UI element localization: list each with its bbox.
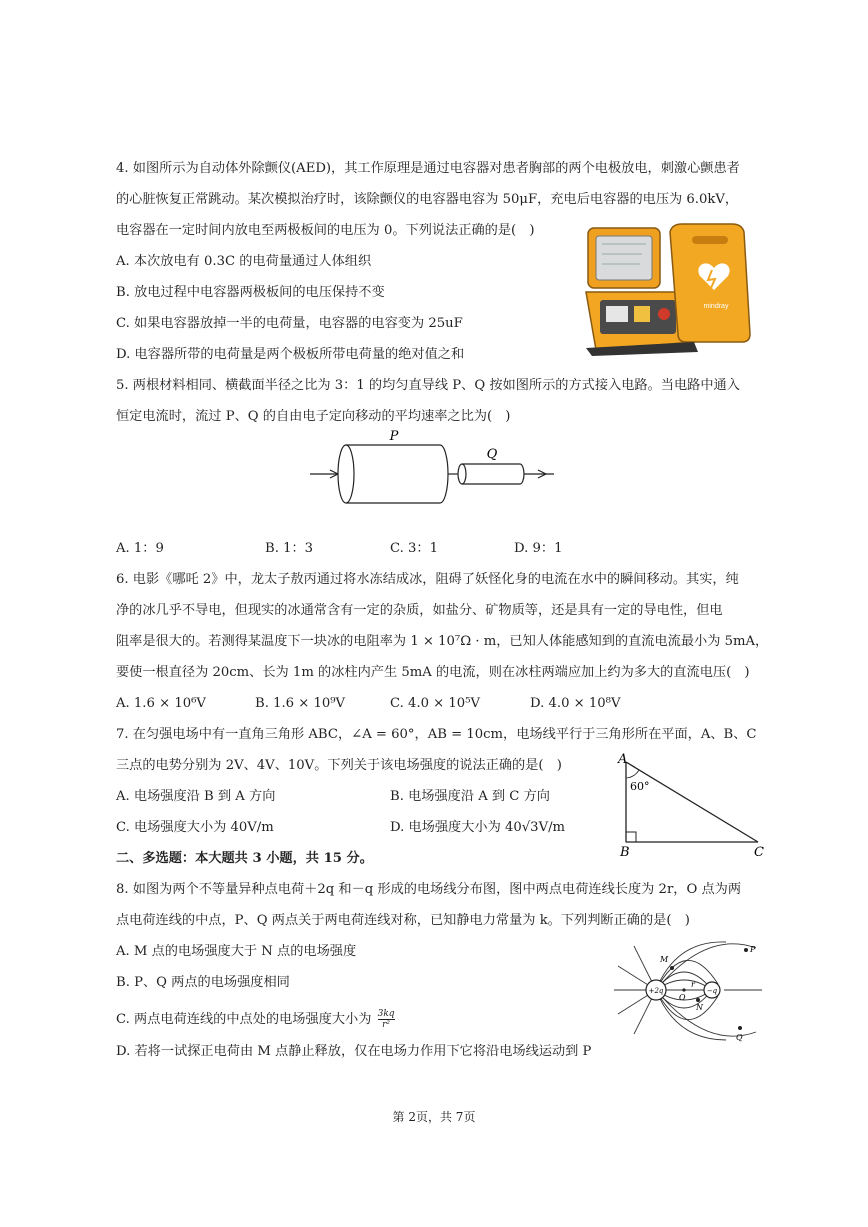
q8-line2: 点电荷连线的中点，P、Q 两点关于两电荷连线对称，已知静电力常量为 k。下列判断正确的是( ) — [116, 913, 690, 928]
q6-line2: 净的冰几乎不导电，但现实的冰通常含有一定的杂质，如盐分、矿物质等，还是具有一定的导电性，但电 — [116, 603, 723, 618]
section-heading: 二、多选题：本大题共 3 小题，共 15 分。 — [116, 851, 373, 866]
q8-option-c — [116, 1009, 395, 1030]
charge-pos-label: +2q — [648, 987, 664, 995]
fraction-denominator: r² — [382, 1020, 391, 1030]
conductors-figure — [310, 428, 560, 518]
q6-line3: 阻率是很大的。若测得某温度下一块冰的电阻率为 1 × 10⁷Ω · m，已知人体能感知到的直流电流最小为 5mA， — [116, 634, 769, 649]
q7-option-d: D. 电场强度大小为 40√3V/m — [390, 820, 566, 835]
triangle-figure — [610, 752, 770, 860]
label-q: Q — [486, 447, 498, 462]
point-n-label: N — [696, 1003, 703, 1012]
q5-option-a: A. 1：9 — [116, 541, 164, 556]
q5-line1: 5. 两根材料相同、横截面半径之比为 3：1 的均匀直导线 P、Q 按如图所示的方式接入电路。当电路中通入 — [116, 378, 740, 393]
q6-line4: 要使一根直径为 20cm、长为 1m 的冰柱内产生 5mA 的电流，则在冰柱两端应加上约为多大的直流电压( ) — [116, 665, 750, 680]
vertex-c-label: C — [754, 845, 764, 860]
vertex-a-label: A — [618, 752, 628, 767]
q6-option-d: D. 4.0 × 10⁸V — [530, 696, 621, 711]
q8-option-a: A. M 点的电场强度大于 N 点的电场强度 — [116, 944, 357, 959]
q8-option-b: B. P、Q 两点的电场强度相同 — [116, 975, 290, 990]
q4-option-c: C. 如果电容器放掉一半的电荷量，电容器的电容变为 25uF — [116, 316, 463, 331]
q5-line2: 恒定电流时，流过 P、Q 的自由电子定向移动的平均速率之比为( ) — [116, 409, 511, 424]
q4-option-d: D. 电容器所带的电荷量是两个极板所带电荷量的绝对值之和 — [116, 347, 465, 362]
point-p-label: P — [750, 945, 756, 954]
q4-line1: 4. 如图所示为自动体外除颤仪(AED)，其工作原理是通过电容器对患者胸部的两个电极放电，刺激心颤患者 — [116, 161, 740, 176]
fraction — [378, 1009, 395, 1030]
q5-option-b: B. 1：3 — [265, 541, 314, 556]
point-o-label: O — [679, 993, 686, 1002]
q6-line1: 6. 电影《哪吒 2》中，龙太子敖丙通过将水冻结成冰，阻碍了妖怪化身的电流在水中的瞬间移动。其实，纯 — [116, 572, 739, 587]
q7-option-c: C. 电场强度大小为 40V/m — [116, 820, 274, 835]
q7-line2: 三点的电势分别为 2V、4V、10V。下列关于该电场强度的说法正确的是( ) — [116, 758, 562, 773]
distance-r-label: r — [691, 980, 695, 989]
point-q-label: Q — [736, 1033, 743, 1042]
q7-line1: 7. 在匀强电场中有一直角三角形 ABC，∠A = 60°，AB = 10cm，电场线平行于三角形所在平面，A、B、C — [116, 727, 757, 742]
page-footer: 第 2页，共 7页 — [392, 1110, 476, 1124]
q6-option-c: C. 4.0 × 10⁵V — [390, 696, 481, 711]
q7-option-b: B. 电场强度沿 A 到 C 方向 — [390, 789, 550, 804]
q5-option-c: C. 3：1 — [390, 541, 438, 556]
label-p: P — [389, 429, 399, 444]
fraction-numerator: 3kq — [377, 1009, 395, 1019]
q5-option-d: D. 9：1 — [514, 541, 563, 556]
q8-option-c-text: C. 两点电荷连线的中点处的电场强度大小为 — [116, 1012, 372, 1027]
q4-line3: 电容器在一定时间内放电至两极板间的电压为 0。下列说法正确的是( ) — [116, 223, 535, 238]
q7-option-a: A. 电场强度沿 B 到 A 方向 — [116, 789, 276, 804]
q6-option-a: A. 1.6 × 10⁶V — [116, 696, 206, 711]
field-lines-figure — [606, 940, 768, 1046]
angle-label: 60° — [630, 780, 650, 793]
vertex-b-label: B — [620, 845, 630, 860]
aed-device-figure — [582, 222, 756, 358]
point-m-label: M — [660, 955, 669, 964]
q6-option-b: B. 1.6 × 10⁹V — [255, 696, 346, 711]
q4-option-b: B. 放电过程中电容器两极板间的电压保持不变 — [116, 285, 385, 300]
q8-option-d: D. 若将一试探正电荷由 M 点静止释放，仅在电场力作用下它将沿电场线运动到 P — [116, 1044, 592, 1059]
q8-line1: 8. 如图为两个不等量异种点电荷＋2q 和－q 形成的电场线分布图，图中两点电荷连线长度为 2r，O 点为两 — [116, 882, 742, 897]
q4-option-a: A. 本次放电有 0.3C 的电荷量通过人体组织 — [116, 254, 372, 269]
charge-neg-label: −q — [706, 987, 718, 995]
aed-brand-label: mindray — [703, 303, 729, 310]
q4-line2: 的心脏恢复正常跳动。某次模拟治疗时，该除颤仪的电容器电容为 50μF，充电后电容器的电压为 6.0kV， — [116, 192, 739, 207]
